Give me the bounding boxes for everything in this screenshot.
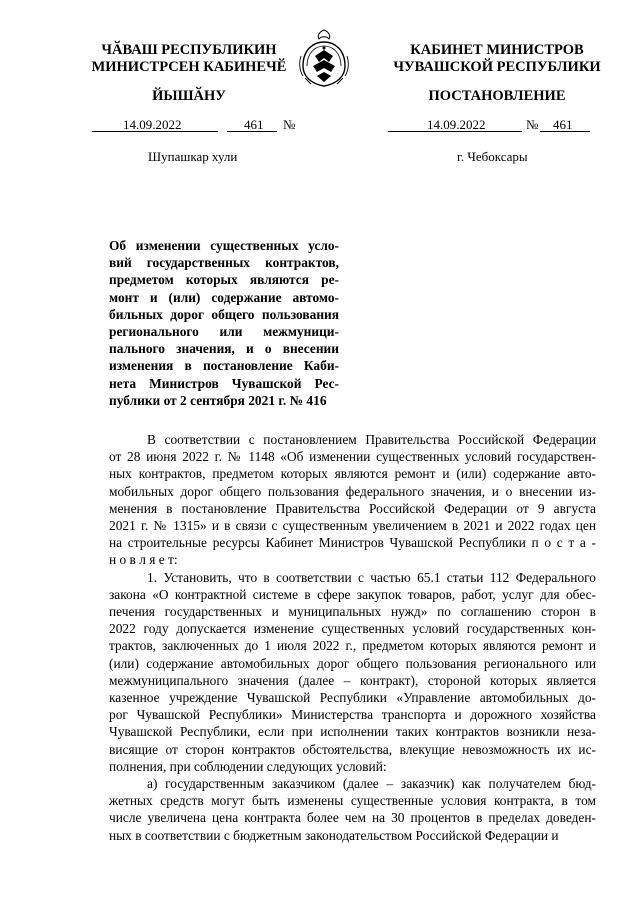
subject-line: предметом которых являются ре- [109,272,339,288]
body-line: висящие от сторон контрактов обстоятельства, влекущие невозможность их ис- [109,741,596,757]
body-line: а) государственным заказчиком (далее – заказчик) как получателем бюд- [147,776,596,792]
body-line: н о в л я е т: [109,552,178,568]
body-line: жетных средств могут быть изменены существенные условия контракта, в том [109,793,596,809]
body-line: ных контрактов, предметом которых являются ремонт и (или) содержание авто- [109,466,596,482]
number-right-underline [540,131,590,132]
document-type-right: ПОСТАНОВЛЕНИЕ [428,88,566,104]
body-line: числе увеличена цена контракта более чем на 30 процентов в пределах доведен- [109,810,596,826]
body-line: полнения, при соблюдении следующих условий: [109,758,387,774]
body-line: казенное учреждение Чувашской Республики «Управление автомобильных до- [109,690,596,706]
subject-line: вий государственных контрактов, [109,255,339,271]
number-sign-right: № [526,117,539,132]
header-left-line1: ЧӐВАШ РЕСПУБЛИКИН [101,42,277,58]
subject-line: изменения в постановление Каби- [109,358,339,374]
number-left: 461 [244,117,264,132]
subject-line: регионального или межмуници- [109,324,339,340]
header-left-line2: МИНИСТРСЕН КАБИНЕЧӖ [91,59,287,75]
subject-line: публики от 2 сентября 2021 г. № 416 [109,392,327,408]
body-line: рог Чувашской Республики» Министерства транспорта и дорожного хозяйства [109,707,596,723]
body-line: В соответствии с постановлением Правительства Российской Федерации [147,432,596,447]
number-sign-left: № [283,117,296,132]
body-line: 2021 г. № 1315» и в связи с существенным увеличением в 2021 и 2022 годах цен [109,518,596,534]
body-line: Чувашской Республики, если при исполнении таких контрактов возникли неза- [109,724,596,740]
body-line: 1. Установить, что в соответствии с частью 65.1 статьи 112 Федерального [147,569,596,585]
body-line: (или) содержание автомобильных дорог общего пользования регионального или [109,655,596,671]
date-left-underline [92,131,218,132]
date-right: 14.09.2022 [427,117,486,132]
document-subject [109,237,339,409]
header-left [84,42,294,76]
body-line: мобильных дорог общего пользования федерального значения, и о внесении из- [109,483,596,499]
number-left-underline [227,131,277,132]
body-line: межмуниципального значения (далее – контракт), стороной которых является [109,672,596,688]
header-right [378,42,616,76]
subject-line: бильных дорог общего пользования [109,306,339,322]
body-line: менения в постановление Правительства Российской Федерации от 9 августа [109,500,596,516]
subject-line: Об изменении существенных усло- [109,238,339,253]
body-line: печения государственных и муниципальных нужд» по соглашению сторон в [109,604,596,620]
subject-line: нета Министров Чувашской Рес- [109,375,339,391]
body-line: трактов, заключенных до 1 июля 2022 г., предметом которых являются ремонт и [109,638,596,654]
document-body [109,431,596,844]
chuvash-coat-of-arms-icon [297,26,351,88]
body-line: от 28 июня 2022 г. № 1148 «Об изменении существенных условий государствен- [109,449,596,465]
number-right: 461 [553,117,573,132]
body-line: ных в соответствии с бюджетным законодательством Российской Федерации и [109,827,559,843]
city-left: Шупашкар хули [148,149,238,164]
subject-line: монт и (или) содержание автомо- [109,289,339,305]
subject-line: пального значения, и о внесении [109,341,339,357]
city-right: г. Чебоксары [457,149,528,164]
body-line: закона «О контрактной системе в сфере закупок товаров, работ, услуг для обес- [109,586,596,602]
body-line: на строительные ресурсы Кабинет Министров Чувашской Республики п о с т а - [109,535,596,551]
date-right-underline [388,131,522,132]
date-left: 14.09.2022 [123,117,182,132]
body-line: 2022 году допускается изменение существенных условий государственных кон- [109,621,596,637]
header-right-line1: КАБИНЕТ МИНИСТРОВ [410,42,584,58]
header-right-line2: ЧУВАШСКОЙ РЕСПУБЛИКИ [393,59,601,75]
document-type-left: ЙЫШӐНУ [152,88,226,104]
